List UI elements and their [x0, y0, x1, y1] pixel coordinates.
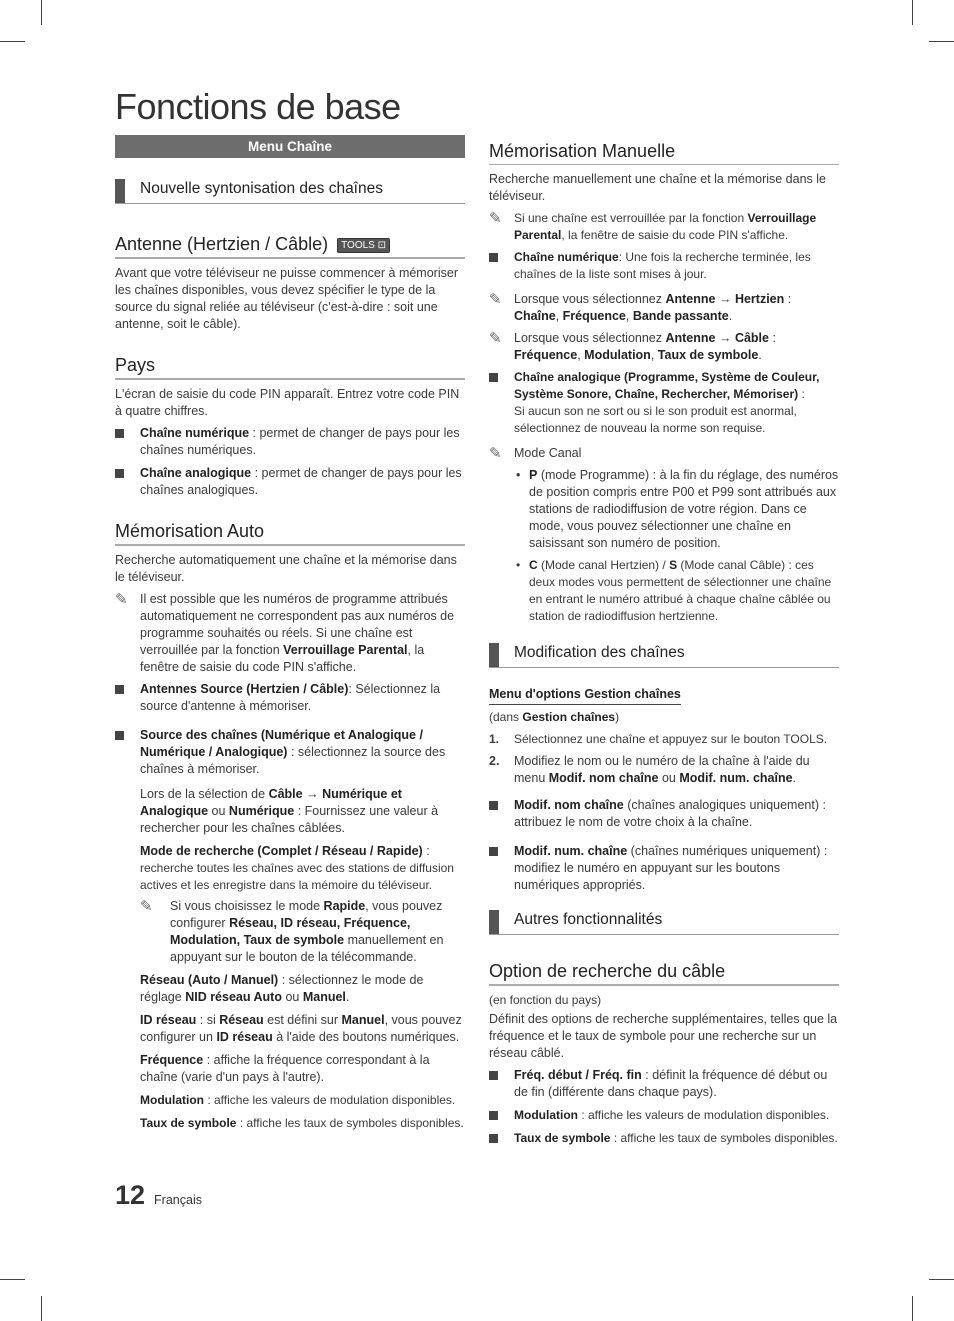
square-bullet-icon: [489, 1071, 498, 1080]
bold: Modif. num. chaîne: [679, 771, 793, 785]
bold: Réseau: [219, 1013, 264, 1027]
tools-icon: ⊡: [377, 240, 387, 251]
manual-paragraph: Recherche manuellement une chaîne et la mémorise dans le téléviseur.: [489, 172, 826, 203]
text: (Mode canal Câble) : ces deux modes vous permettent de sélectionner une chaîne en entrant le numéro attribué à chaque chaîne câblée ou station de radiodiffusion hertzienne.: [529, 558, 832, 623]
auto-paragraph: Recherche automatiquement une chaîne et la mémorise dans le téléviseur.: [115, 553, 457, 584]
step-item: [489, 731, 839, 748]
text: Lorsque vous sélectionnez: [514, 292, 666, 306]
pencil-note-icon: ✎: [489, 291, 502, 308]
text: ,: [577, 348, 585, 362]
text: Si une chaîne est verrouillée par la fonction: [514, 211, 748, 225]
option-sub: (en fonction du pays): [489, 993, 602, 1007]
note: [140, 898, 465, 966]
crop-mark: [0, 1279, 25, 1280]
text: :: [768, 331, 776, 345]
item-text: : permet de changer de pays pour les chaînes analogiques.: [140, 466, 462, 497]
text: Lorsque vous sélectionnez: [514, 331, 666, 345]
bold: Chaîne: [514, 309, 556, 323]
pencil-note-icon: ✎: [489, 445, 502, 462]
square-bullet-icon: [115, 469, 124, 478]
item-text: : Une fois la recherche terminée, les chaînes de la liste sont mises à jour.: [514, 250, 811, 281]
bold: Manuel: [302, 990, 346, 1004]
bold: Numérique: [228, 804, 295, 818]
item-label: Modif. num. chaîne: [514, 844, 628, 858]
heading-option: Option de recherche du câble: [489, 961, 839, 986]
subsection-modif: [489, 643, 839, 668]
text: TOOLS: [783, 732, 824, 746]
list-item: [489, 467, 839, 552]
bold: Taux de symbole: [657, 348, 759, 362]
text: .: [792, 771, 797, 785]
item-label: Chaîne analogique (Programme, Système de Couleur, Système Sonore, Chaîne, Rechercher, Mémoriser): [514, 370, 820, 401]
cable-paragraph: [115, 786, 465, 837]
text: ,: [625, 309, 633, 323]
heading-antenne: [115, 234, 465, 259]
crop-mark: [0, 41, 25, 42]
note: [489, 291, 839, 325]
text: .: [758, 348, 762, 362]
bold: Réseau (Auto / Manuel): [140, 973, 279, 987]
modulation-paragraph: [115, 1092, 465, 1109]
bold: Modif. nom chaîne: [548, 771, 659, 785]
bold: Câble: [268, 787, 303, 801]
tools-badge-label: TOOLS: [341, 240, 375, 251]
text: (Mode canal Hertzien) /: [537, 558, 670, 572]
text: : sélectionnez le mode de réglage: [140, 973, 424, 1004]
item-text: : Sélectionnez la source d'antenne à mémoriser.: [140, 682, 441, 713]
step-number: 2.: [489, 754, 500, 768]
text: .: [823, 732, 828, 746]
bold: Fréquence: [514, 348, 578, 362]
text: Si vous choisissez le mode: [170, 899, 324, 913]
crop-mark: [929, 41, 954, 42]
list-item: [489, 797, 839, 831]
item-label: Antennes Source (Hertzien / Câble): [140, 682, 349, 696]
item-label: Taux de symbole: [514, 1131, 611, 1145]
text: : si: [196, 1013, 220, 1027]
text: .: [728, 309, 733, 323]
item-label: Source des chaînes (Numérique et Analogique / Numérique / Analogique): [140, 728, 423, 759]
item-text: : sélectionnez la source des chaînes à mémoriser.: [140, 745, 446, 776]
text: (dans: [489, 710, 523, 724]
item-label: Fréq. début / Fréq. fin: [514, 1068, 642, 1082]
dans-paragraph: [489, 709, 839, 726]
bold: Fréquence: [562, 309, 626, 323]
subsection-title: Autres fonctionnalités: [514, 911, 663, 928]
item-text: (chaînes analogiques uniquement) : attribuez le nom de votre choix à la chaîne.: [514, 798, 826, 829]
square-bullet-icon: [489, 253, 498, 262]
bold: ID réseau: [216, 1030, 273, 1044]
list-item: [489, 249, 839, 283]
text: Lors de la sélection de: [140, 787, 269, 801]
square-bullet-icon: [115, 685, 124, 694]
note: [115, 591, 465, 676]
menu-bar: Menu Chaîne: [115, 135, 465, 158]
bold: Câble: [734, 331, 769, 345]
square-bullet-icon: [489, 847, 498, 856]
note: [489, 445, 839, 462]
item-label: Chaîne numérique: [514, 250, 619, 264]
bold: S: [669, 558, 678, 572]
page-title: Fonctions de base: [115, 86, 401, 127]
page-number: 12: [115, 1180, 146, 1210]
pencil-note-icon: ✎: [489, 210, 502, 227]
list-item: [489, 369, 839, 437]
bold: Bande passante: [632, 309, 729, 323]
freq-paragraph: [115, 1052, 465, 1086]
text: , vous pouvez configurer un: [140, 1013, 462, 1044]
text: .: [345, 990, 350, 1004]
tools-badge: [337, 238, 390, 253]
pencil-note-icon: ✎: [140, 898, 153, 915]
pencil-note-icon: ✎: [489, 330, 502, 347]
heading-auto: Mémorisation Auto: [115, 521, 465, 546]
square-bullet-icon: [489, 1134, 498, 1143]
bold: Taux de symbole: [140, 1116, 237, 1130]
heading-text: Antenne (Hertzien / Câble): [115, 234, 329, 254]
item-text: :: [798, 387, 805, 401]
page-footer: [115, 1180, 202, 1211]
text: ou: [658, 771, 680, 785]
pays-paragraph: L'écran de saisie du code PIN apparaît. Entrez votre code PIN à quatre chiffres.: [115, 387, 460, 418]
list-item: [489, 1107, 839, 1124]
text: ,: [555, 309, 563, 323]
note-bold: Verrouillage Parental: [283, 643, 408, 657]
text: Modifiez le nom ou le numéro de la chaîne à l'aide du menu: [514, 754, 810, 785]
bold: P: [529, 468, 538, 482]
square-bullet-icon: [489, 1111, 498, 1120]
text: est défini sur: [263, 1013, 342, 1027]
item-text: Si aucun son ne sort ou si le son produit est anormal, sélectionnez de nouveau la norme son requise.: [514, 404, 797, 435]
square-bullet-icon: [115, 429, 124, 438]
reseau-paragraph: [115, 972, 465, 1006]
bullet-dot-icon: •: [516, 468, 521, 482]
heading-pays: Pays: [115, 355, 465, 380]
item-text: (chaînes numériques uniquement) : modifiez le numéro en appuyant sur les boutons numériques appropriés.: [514, 844, 828, 892]
list-item: [489, 557, 839, 625]
arrow: →: [302, 787, 323, 801]
text: à l'aide des boutons numériques.: [272, 1030, 460, 1044]
heading-manuelle: Mémorisation Manuelle: [489, 141, 839, 165]
item-label: Chaîne numérique: [140, 426, 250, 440]
list-item: [115, 681, 465, 715]
square-bullet-icon: [115, 731, 124, 740]
item-label: Modulation: [514, 1108, 578, 1122]
text: : affiche les valeurs de modulation disponibles.: [203, 1093, 456, 1107]
arrow: →: [715, 292, 735, 306]
note-text: , la fenêtre de saisie du code PIN s'affiche.: [140, 643, 425, 674]
bold: Modulation: [140, 1093, 204, 1107]
step-number: 1.: [489, 732, 500, 746]
text: (mode Programme) : à la fin du réglage, des numéros de position compris entre P00 et P99 sont attribués aux stations de radiodiffusion de votre région. Dans ce mode, vous pouvez sélectionner une chaîne en saisissant son numéro de position.: [529, 468, 839, 550]
step-item: [489, 753, 839, 787]
text: , la fenêtre de saisie du code PIN s'affiche.: [561, 228, 789, 242]
bold: Antenne: [665, 292, 716, 306]
menu-options-title: Menu d'options Gestion chaînes: [489, 686, 681, 705]
subsection-title: Modification des chaînes: [514, 644, 685, 661]
text: : affiche les taux de symboles disponibles.: [236, 1116, 464, 1130]
item-text: : affiche les valeurs de modulation disponibles.: [577, 1108, 830, 1122]
text: :: [784, 292, 792, 306]
list-item: [489, 1067, 839, 1101]
bold: Antenne: [665, 331, 716, 345]
list-item: [489, 843, 839, 894]
text: ou: [281, 990, 303, 1004]
text: manuellement en appuyant sur le bouton de la télécommande.: [170, 933, 444, 964]
crop-mark: [912, 0, 913, 25]
note: [489, 330, 839, 364]
item-text: : affiche les taux de symboles disponibles.: [610, 1131, 838, 1145]
subsection-autres: [489, 910, 839, 935]
text: , vous pouvez configurer: [170, 899, 443, 930]
antenna-paragraph: Avant que votre téléviseur ne puisse commencer à mémoriser les chaînes disponibles, vous devez spécifier le type de la source du signal reliée au téléviseur (c'est-à-dire : soit une antenne, soit le câble).: [115, 266, 458, 331]
note-text: Il est possible que les numéros de programme attribués automatiquement ne correspondent pas aux numéros de programme souhaités ou réels. Si une chaîne est verrouillée par la fonction: [140, 592, 455, 657]
square-bullet-icon: [489, 373, 498, 382]
arrow: →: [715, 331, 735, 345]
option-paragraph: Définit des options de recherche supplémentaires, telles que la fréquence et le taux de symbole pour une recherche sur un réseau câblé.: [489, 1012, 838, 1060]
list-item: [489, 1130, 839, 1147]
item-label: Chaîne analogique: [140, 466, 252, 480]
bold: Hertzien: [734, 292, 785, 306]
crop-mark: [929, 1279, 954, 1280]
crop-mark: [41, 1296, 42, 1321]
bold: Modulation: [584, 348, 651, 362]
bold: Verrouillage Parental: [514, 211, 817, 242]
pencil-note-icon: ✎: [115, 591, 128, 608]
bold: Réseau, ID réseau, Fréquence, Modulation, Taux de symbole: [170, 916, 411, 947]
bold: Numérique et Analogique: [140, 787, 402, 818]
note-text: Mode Canal: [514, 446, 582, 460]
subsection-title: Nouvelle syntonisation des chaînes: [140, 180, 383, 197]
list-item: [115, 727, 465, 778]
list-item: [115, 465, 465, 499]
item-text: : définit la fréquence dé début ou de fin (différente dans chaque pays).: [514, 1068, 828, 1099]
bold: Manuel: [341, 1013, 385, 1027]
note: [489, 210, 839, 244]
mode-paragraph: [115, 843, 465, 966]
taux-paragraph: [115, 1115, 465, 1132]
text: Sélectionnez une chaîne et appuyez sur le bouton: [514, 732, 784, 746]
crop-mark: [912, 1296, 913, 1321]
bold: ID réseau: [140, 1013, 197, 1027]
right-column: [489, 135, 839, 1153]
bold: Mode de recherche (Complet / Réseau / Rapide): [140, 844, 423, 858]
menu-options: [489, 686, 839, 705]
item-label: Modif. nom chaîne: [514, 798, 624, 812]
text: : affiche la fréquence correspondant à la chaîne (varie d'un pays à l'autre).: [140, 1053, 430, 1084]
text: ): [615, 710, 620, 724]
bullet-dot-icon: •: [516, 558, 521, 572]
crop-mark: [41, 0, 42, 25]
bold: Rapide: [323, 899, 366, 913]
left-column: [115, 135, 465, 1138]
page-language: Français: [154, 1193, 202, 1207]
text: ou: [208, 804, 229, 818]
square-bullet-icon: [489, 801, 498, 810]
list-item: [115, 425, 465, 459]
bold: Gestion chaînes: [522, 710, 616, 724]
item-text: : permet de changer de pays pour les chaînes numériques.: [140, 426, 460, 457]
text: :: [422, 844, 430, 858]
text: : Fournissez une valeur à rechercher pour les chaînes câblées.: [140, 804, 439, 835]
bold: NID réseau Auto: [185, 990, 282, 1004]
bold: Fréquence: [140, 1053, 204, 1067]
subsection-resync: [115, 179, 465, 204]
text: recherche toutes les chaînes avec des stations de diffusion actives et les enregistre dans la mémoire du téléviseur.: [140, 861, 454, 892]
text: ,: [650, 348, 658, 362]
id-paragraph: [115, 1012, 465, 1046]
bold: C: [529, 558, 538, 572]
